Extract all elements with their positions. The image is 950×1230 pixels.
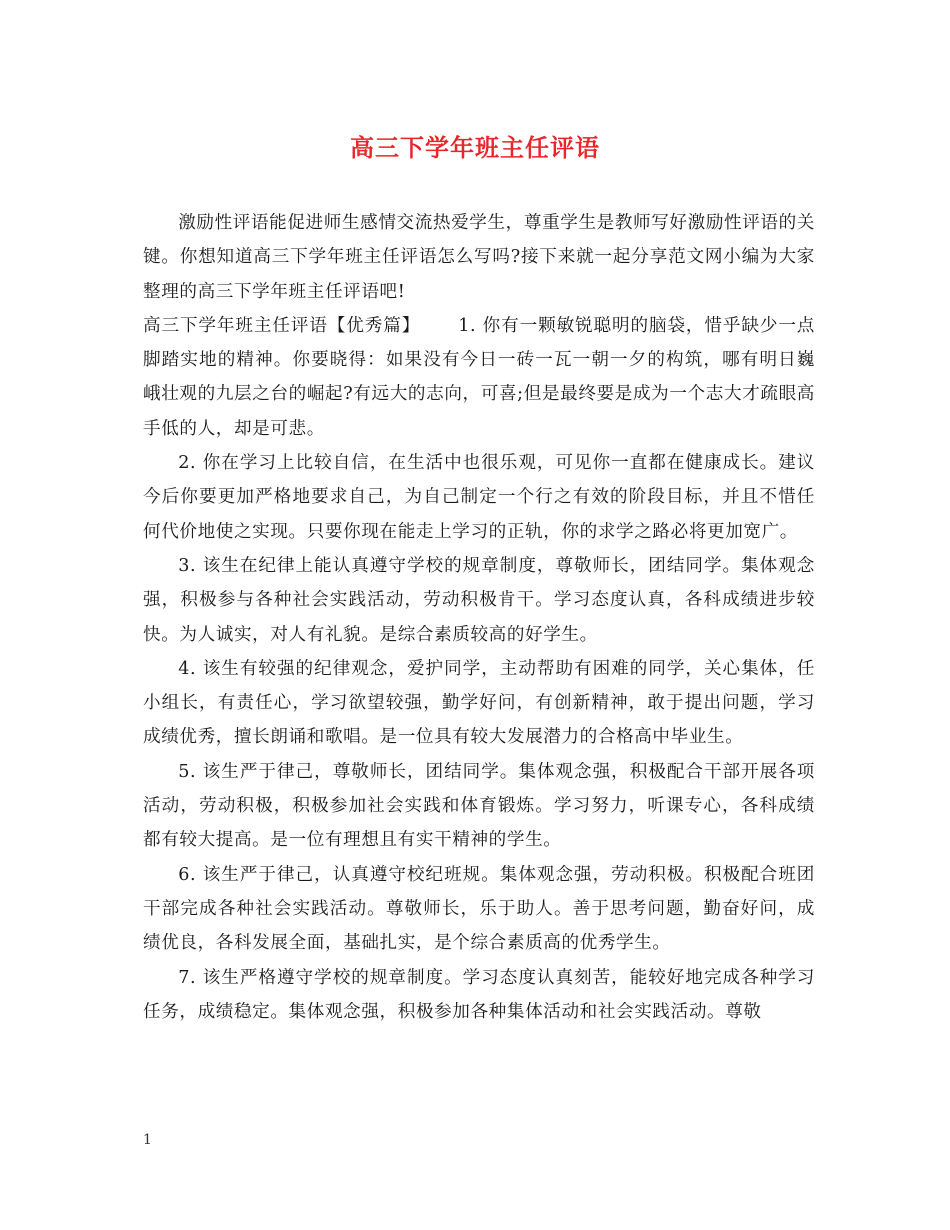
- comment-item-7: 7. 该生严格遵守学校的规章制度。学习态度认真刻苦，能较好地完成各种学习任务，成绩稳定。集体观念强，积极参加各种集体活动和社会实践活动。尊敬: [143, 967, 815, 1022]
- comment-item-5: 5. 该生严于律己，尊敬师长，团结同学。集体观念强，积极配合干部开展各项活动，劳动积极，积极参加社会实践和体育锻炼。学习努力，听课专心，各科成绩都有较大提高。是一位有理想且有实干精神的学生。: [143, 761, 815, 851]
- section-paragraph-1: [143, 309, 815, 446]
- page-number: 1: [143, 1132, 152, 1148]
- comment-item-1: 1. 你有一颗敏锐聪明的脑袋，惜乎缺少一点脚踏实地的精神。你要晓得：如果没有今日一砖一瓦一朝一夕的构筑，哪有明日巍峨壮观的九层之台的崛起?有远大的志向，可喜;但是最终要是成为一个志大才疏眼高手低的人，却是可悲。: [143, 315, 815, 439]
- intro-paragraph: 激励性评语能促进师生感情交流热爱学生，尊重学生是教师写好激励性评语的关键。你想知道高三下学年班主任评语怎么写吗?接下来就一起分享范文网小编为大家整理的高三下学年班主任评语吧!: [143, 213, 815, 302]
- document-body: [143, 206, 815, 1029]
- comment-item-2: 2. 你在学习上比较自信，在生活中也很乐观，可见你一直都在健康成长。建议今后你要更加严格地要求自己，为自己制定一个行之有效的阶段目标，并且不惜任何代价地使之实现。只要你现在能走上学习的正轨，你的求学之路必将更加宽广。: [143, 453, 815, 542]
- document-title: 高三下学年班主任评语: [350, 133, 600, 162]
- section-heading: 高三下学年班主任评语【优秀篇】: [143, 315, 421, 336]
- comment-item-6: 6. 该生严于律己，认真遵守校纪班规。集体观念强，劳动积极。积极配合班团干部完成各种社会实践活动。尊敬师长，乐于助人。善于思考问题，勤奋好问，成绩优良，各科发展全面，基础扎实，是个综合素质高的优秀学生。: [143, 864, 815, 954]
- comment-item-3: 3. 该生在纪律上能认真遵守学校的规章制度，尊敬师长，团结同学。集体观念强，积极参与各种社会实践活动，劳动积极肯干。学习态度认真，各科成绩进步较快。为人诚实，对人有礼貌。是综合素质较高的好学生。: [143, 555, 815, 645]
- comment-item-4: 4. 该生有较强的纪律观念，爱护同学，主动帮助有困难的同学，关心集体，任小组长，有责任心，学习欲望较强，勤学好问，有创新精神，敢于提出问题，学习成绩优秀，擅长朗诵和歌唱。是一位具有较大发展潜力的合格高中毕业生。: [143, 658, 815, 748]
